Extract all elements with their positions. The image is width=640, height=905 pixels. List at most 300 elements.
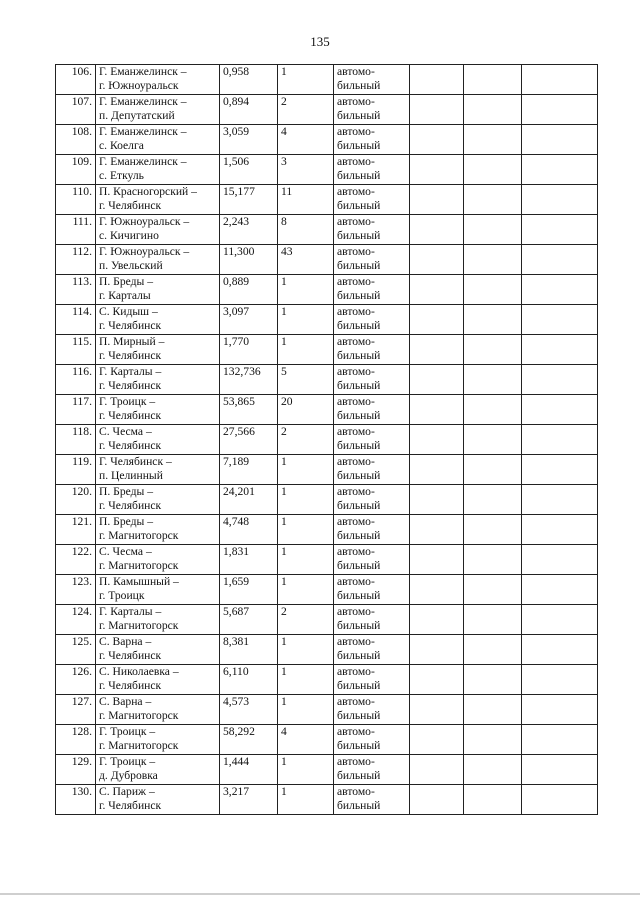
empty-cell (522, 545, 598, 575)
table-row (56, 755, 598, 785)
empty-cell (464, 95, 522, 125)
empty-cell (464, 485, 522, 515)
row-number-cell: 125. (56, 635, 96, 665)
cell-line: бильный (337, 499, 381, 512)
cell-line: бильный (337, 379, 381, 392)
transport-type-cell (334, 665, 410, 695)
cell-line: автомо- (337, 425, 375, 438)
cell-line: П. Бреды – (99, 275, 154, 288)
empty-cell (410, 695, 464, 725)
row-number-cell: 112. (56, 245, 96, 275)
length-cell: 15,177 (220, 185, 278, 215)
empty-cell (464, 665, 522, 695)
transport-type-cell (334, 95, 410, 125)
cell-line: автомо- (337, 365, 375, 378)
length-cell: 3,059 (220, 125, 278, 155)
cell-line: г. Челябинск (99, 349, 162, 362)
transport-type-cell (334, 755, 410, 785)
length-cell: 3,217 (220, 785, 278, 815)
cell-line: бильный (337, 529, 381, 542)
cell-line: г. Магнитогорск (99, 619, 179, 632)
cell-line: с. Еткуль (99, 169, 144, 182)
length-cell: 1,770 (220, 335, 278, 365)
empty-cell (410, 365, 464, 395)
cell-line: бильный (337, 619, 381, 632)
cell-line: бильный (337, 559, 381, 572)
count-cell: 1 (278, 455, 334, 485)
empty-cell (410, 125, 464, 155)
empty-cell (522, 365, 598, 395)
row-number-cell: 120. (56, 485, 96, 515)
transport-type-cell (334, 305, 410, 335)
empty-cell (464, 185, 522, 215)
empty-cell (522, 305, 598, 335)
table-row (56, 95, 598, 125)
transport-type-cell (334, 365, 410, 395)
route-cell (96, 95, 220, 125)
table-row (56, 545, 598, 575)
cell-line: бильный (337, 589, 381, 602)
cell-line: автомо- (337, 155, 375, 168)
cell-line: бильный (337, 349, 381, 362)
row-number-cell: 108. (56, 125, 96, 155)
row-number-cell: 126. (56, 665, 96, 695)
empty-cell (464, 365, 522, 395)
cell-line: Г. Челябинск – (99, 455, 172, 468)
cell-line: бильный (337, 769, 381, 782)
empty-cell (522, 575, 598, 605)
empty-cell (522, 245, 598, 275)
table-row (56, 425, 598, 455)
count-cell: 3 (278, 155, 334, 185)
cell-line: бильный (337, 469, 381, 482)
empty-cell (410, 215, 464, 245)
cell-line: бильный (337, 679, 381, 692)
length-cell: 1,506 (220, 155, 278, 185)
cell-line: автомо- (337, 395, 375, 408)
cell-line: Г. Троицк – (99, 755, 156, 768)
transport-type-cell (334, 485, 410, 515)
table-row (56, 575, 598, 605)
cell-line: г. Челябинск (99, 379, 162, 392)
cell-line: С. Варна – (99, 695, 152, 708)
empty-cell (464, 395, 522, 425)
transport-type-cell (334, 545, 410, 575)
transport-type-cell (334, 65, 410, 95)
transport-type-cell (334, 725, 410, 755)
cell-line: Г. Еманжелинск – (99, 155, 187, 168)
route-cell (96, 275, 220, 305)
cell-line: Г. Еманжелинск – (99, 95, 187, 108)
count-cell: 1 (278, 785, 334, 815)
cell-line: Г. Карталы – (99, 605, 162, 618)
count-cell: 4 (278, 725, 334, 755)
cell-line: г. Челябинск (99, 499, 162, 512)
count-cell: 5 (278, 365, 334, 395)
cell-line: С. Кидыш – (99, 305, 158, 318)
empty-cell (410, 335, 464, 365)
row-number-cell: 114. (56, 305, 96, 335)
empty-cell (464, 275, 522, 305)
route-cell (96, 65, 220, 95)
empty-cell (464, 305, 522, 335)
empty-cell (464, 755, 522, 785)
count-cell: 1 (278, 545, 334, 575)
count-cell: 20 (278, 395, 334, 425)
row-number-cell: 123. (56, 575, 96, 605)
table-row (56, 605, 598, 635)
count-cell: 11 (278, 185, 334, 215)
route-cell (96, 185, 220, 215)
table-row (56, 365, 598, 395)
empty-cell (410, 575, 464, 605)
table-row (56, 635, 598, 665)
empty-cell (410, 305, 464, 335)
table-row (56, 515, 598, 545)
table-row (56, 65, 598, 95)
empty-cell (410, 65, 464, 95)
count-cell: 4 (278, 125, 334, 155)
empty-cell (464, 545, 522, 575)
route-cell (96, 485, 220, 515)
length-cell: 24,201 (220, 485, 278, 515)
route-cell (96, 695, 220, 725)
row-number-cell: 127. (56, 695, 96, 725)
cell-line: автомо- (337, 455, 375, 468)
empty-cell (410, 755, 464, 785)
cell-line: с. Коелга (99, 139, 144, 152)
cell-line: автомо- (337, 95, 375, 108)
route-cell (96, 245, 220, 275)
empty-cell (522, 185, 598, 215)
cell-line: автомо- (337, 575, 375, 588)
table-row (56, 695, 598, 725)
cell-line: автомо- (337, 335, 375, 348)
route-cell (96, 665, 220, 695)
empty-cell (464, 125, 522, 155)
route-cell (96, 785, 220, 815)
cell-line: г. Челябинск (99, 409, 162, 422)
row-number-cell: 122. (56, 545, 96, 575)
empty-cell (522, 695, 598, 725)
cell-line: бильный (337, 319, 381, 332)
length-cell: 1,831 (220, 545, 278, 575)
count-cell: 1 (278, 755, 334, 785)
row-number-cell: 118. (56, 425, 96, 455)
empty-cell (522, 755, 598, 785)
transport-type-cell (334, 275, 410, 305)
empty-cell (464, 455, 522, 485)
cell-line: автомо- (337, 275, 375, 288)
empty-cell (464, 725, 522, 755)
transport-type-cell (334, 575, 410, 605)
empty-cell (410, 95, 464, 125)
cell-line: автомо- (337, 545, 375, 558)
empty-cell (410, 155, 464, 185)
transport-type-cell (334, 455, 410, 485)
cell-line: С. Варна – (99, 635, 152, 648)
transport-type-cell (334, 785, 410, 815)
cell-line: бильный (337, 259, 381, 272)
routes-table (55, 64, 598, 815)
length-cell: 1,659 (220, 575, 278, 605)
length-cell: 6,110 (220, 665, 278, 695)
transport-type-cell (334, 515, 410, 545)
count-cell: 2 (278, 605, 334, 635)
length-cell: 4,573 (220, 695, 278, 725)
cell-line: автомо- (337, 725, 375, 738)
length-cell: 0,958 (220, 65, 278, 95)
transport-type-cell (334, 155, 410, 185)
route-cell (96, 335, 220, 365)
cell-line: С. Чесма – (99, 545, 152, 558)
empty-cell (410, 395, 464, 425)
cell-line: бильный (337, 709, 381, 722)
table-row (56, 155, 598, 185)
route-cell (96, 605, 220, 635)
cell-line: Г. Еманжелинск – (99, 65, 187, 78)
empty-cell (464, 695, 522, 725)
cell-line: бильный (337, 649, 381, 662)
route-cell (96, 365, 220, 395)
empty-cell (522, 95, 598, 125)
cell-line: п. Депутатский (99, 109, 175, 122)
row-number-cell: 109. (56, 155, 96, 185)
cell-line: с. Кичигино (99, 229, 159, 242)
route-cell (96, 455, 220, 485)
cell-line: автомо- (337, 755, 375, 768)
count-cell: 1 (278, 305, 334, 335)
length-cell: 11,300 (220, 245, 278, 275)
empty-cell (522, 725, 598, 755)
cell-line: автомо- (337, 695, 375, 708)
cell-line: г. Карталы (99, 289, 151, 302)
cell-line: бильный (337, 409, 381, 422)
empty-cell (522, 125, 598, 155)
empty-cell (410, 185, 464, 215)
cell-line: г. Челябинск (99, 799, 162, 812)
row-number-cell: 116. (56, 365, 96, 395)
length-cell: 7,189 (220, 455, 278, 485)
length-cell: 3,097 (220, 305, 278, 335)
length-cell: 132,736 (220, 365, 278, 395)
count-cell: 1 (278, 695, 334, 725)
empty-cell (464, 425, 522, 455)
empty-cell (464, 575, 522, 605)
empty-cell (522, 785, 598, 815)
route-cell (96, 575, 220, 605)
length-cell: 0,894 (220, 95, 278, 125)
length-cell: 2,243 (220, 215, 278, 245)
empty-cell (464, 65, 522, 95)
table-row (56, 245, 598, 275)
cell-line: бильный (337, 439, 381, 452)
empty-cell (410, 665, 464, 695)
route-cell (96, 155, 220, 185)
length-cell: 27,566 (220, 425, 278, 455)
empty-cell (410, 545, 464, 575)
cell-line: автомо- (337, 185, 375, 198)
row-number-cell: 129. (56, 755, 96, 785)
cell-line: п. Увельский (99, 259, 163, 272)
empty-cell (410, 605, 464, 635)
cell-line: г. Магнитогорск (99, 529, 179, 542)
cell-line: Г. Троицк – (99, 395, 156, 408)
cell-line: П. Красногорский – (99, 185, 197, 198)
cell-line: г. Челябинск (99, 199, 162, 212)
length-cell: 8,381 (220, 635, 278, 665)
cell-line: бильный (337, 169, 381, 182)
cell-line: Г. Карталы – (99, 365, 162, 378)
cell-line: автомо- (337, 785, 375, 798)
count-cell: 2 (278, 95, 334, 125)
table-row (56, 335, 598, 365)
table-row (56, 785, 598, 815)
length-cell: 0,889 (220, 275, 278, 305)
empty-cell (522, 395, 598, 425)
page-number: 135 (310, 34, 330, 49)
transport-type-cell (334, 215, 410, 245)
empty-cell (464, 245, 522, 275)
table-row (56, 215, 598, 245)
transport-type-cell (334, 425, 410, 455)
length-cell: 4,748 (220, 515, 278, 545)
cell-line: Г. Южноуральск – (99, 245, 190, 258)
empty-cell (522, 635, 598, 665)
cell-line: бильный (337, 739, 381, 752)
row-number-cell: 113. (56, 275, 96, 305)
row-number-cell: 107. (56, 95, 96, 125)
cell-line: бильный (337, 109, 381, 122)
count-cell: 1 (278, 485, 334, 515)
cell-line: п. Целинный (99, 469, 163, 482)
empty-cell (464, 515, 522, 545)
table-row (56, 665, 598, 695)
empty-cell (522, 515, 598, 545)
empty-cell (464, 155, 522, 185)
cell-line: П. Мирный – (99, 335, 165, 348)
cell-line: С. Чесма – (99, 425, 152, 438)
cell-line: автомо- (337, 215, 375, 228)
cell-line: г. Южноуральск (99, 79, 179, 92)
empty-cell (464, 335, 522, 365)
empty-cell (522, 335, 598, 365)
count-cell: 8 (278, 215, 334, 245)
cell-line: бильный (337, 289, 381, 302)
route-cell (96, 515, 220, 545)
length-cell: 58,292 (220, 725, 278, 755)
table-row (56, 305, 598, 335)
cell-line: Г. Южноуральск – (99, 215, 190, 228)
empty-cell (410, 635, 464, 665)
cell-line: автомо- (337, 245, 375, 258)
cell-line: бильный (337, 229, 381, 242)
count-cell: 43 (278, 245, 334, 275)
table-row (56, 485, 598, 515)
empty-cell (410, 455, 464, 485)
empty-cell (464, 605, 522, 635)
empty-cell (410, 785, 464, 815)
cell-line: автомо- (337, 485, 375, 498)
row-number-cell: 119. (56, 455, 96, 485)
table-row (56, 185, 598, 215)
cell-line: бильный (337, 79, 381, 92)
length-cell: 1,444 (220, 755, 278, 785)
row-number-cell: 106. (56, 65, 96, 95)
row-number-cell: 111. (56, 215, 96, 245)
transport-type-cell (334, 605, 410, 635)
transport-type-cell (334, 335, 410, 365)
cell-line: автомо- (337, 125, 375, 138)
length-cell: 53,865 (220, 395, 278, 425)
row-number-cell: 117. (56, 395, 96, 425)
cell-line: автомо- (337, 605, 375, 618)
cell-line: бильный (337, 799, 381, 812)
empty-cell (522, 155, 598, 185)
empty-cell (410, 275, 464, 305)
row-number-cell: 128. (56, 725, 96, 755)
count-cell: 2 (278, 425, 334, 455)
cell-line: бильный (337, 139, 381, 152)
empty-cell (410, 725, 464, 755)
cell-line: г. Магнитогорск (99, 709, 179, 722)
cell-line: г. Челябинск (99, 319, 162, 332)
count-cell: 1 (278, 515, 334, 545)
table-row (56, 395, 598, 425)
cell-line: С. Париж – (99, 785, 155, 798)
route-cell (96, 395, 220, 425)
cell-line: автомо- (337, 665, 375, 678)
transport-type-cell (334, 695, 410, 725)
empty-cell (464, 635, 522, 665)
route-cell (96, 305, 220, 335)
empty-cell (410, 485, 464, 515)
count-cell: 1 (278, 65, 334, 95)
empty-cell (410, 245, 464, 275)
route-cell (96, 425, 220, 455)
route-cell (96, 125, 220, 155)
empty-cell (522, 425, 598, 455)
transport-type-cell (334, 245, 410, 275)
empty-cell (522, 275, 598, 305)
route-cell (96, 635, 220, 665)
route-cell (96, 545, 220, 575)
count-cell: 1 (278, 335, 334, 365)
empty-cell (522, 665, 598, 695)
count-cell: 1 (278, 665, 334, 695)
cell-line: д. Дубровка (99, 769, 158, 782)
transport-type-cell (334, 185, 410, 215)
table-row (56, 455, 598, 485)
row-number-cell: 124. (56, 605, 96, 635)
transport-type-cell (334, 395, 410, 425)
length-cell: 5,687 (220, 605, 278, 635)
cell-line: П. Бреды – (99, 515, 154, 528)
cell-line: автомо- (337, 65, 375, 78)
count-cell: 1 (278, 635, 334, 665)
table-row (56, 275, 598, 305)
empty-cell (410, 515, 464, 545)
cell-line: автомо- (337, 305, 375, 318)
cell-line: автомо- (337, 635, 375, 648)
transport-type-cell (334, 635, 410, 665)
empty-cell (410, 425, 464, 455)
row-number-cell: 110. (56, 185, 96, 215)
empty-cell (522, 455, 598, 485)
cell-line: П. Бреды – (99, 485, 154, 498)
table-row (56, 725, 598, 755)
cell-line: автомо- (337, 515, 375, 528)
